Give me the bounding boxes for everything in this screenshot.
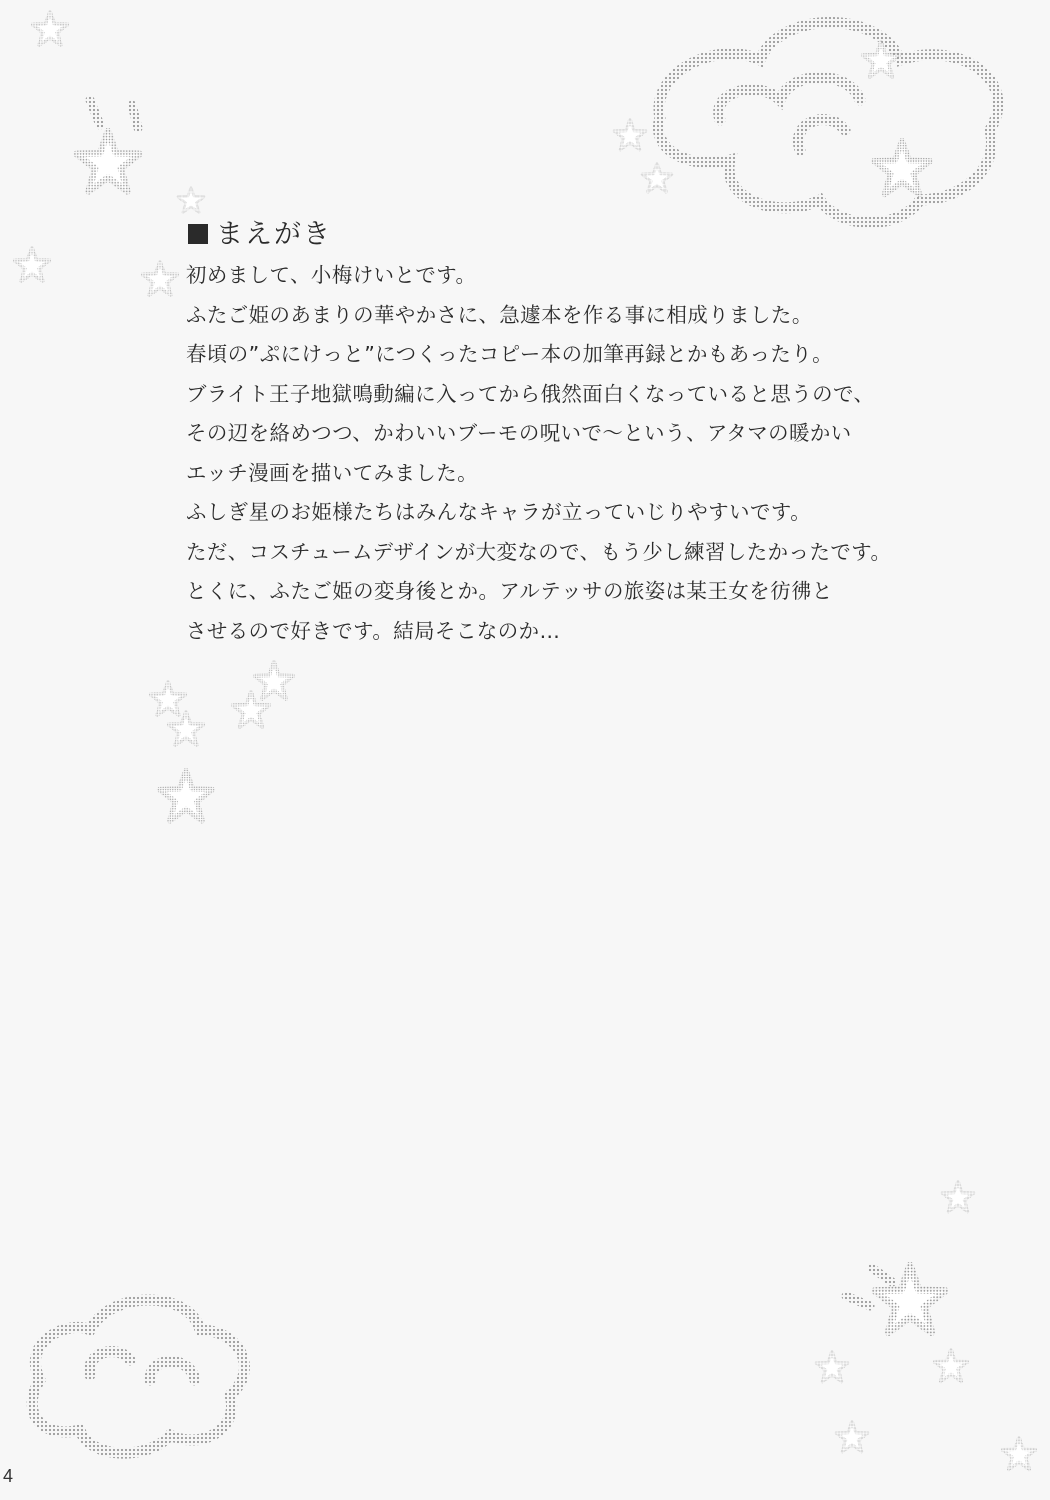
star-icon xyxy=(942,1181,974,1211)
star-icon xyxy=(150,682,185,716)
star-icon xyxy=(255,662,294,699)
paragraph-line: ブライト王子地獄鳴動編に入ってから俄然面白くなっていると思うので、 xyxy=(186,381,875,406)
paragraph-line: させるので好きです。結局そこなのか… xyxy=(186,618,561,643)
afterword-heading xyxy=(188,218,332,252)
star-icon xyxy=(142,262,177,296)
motion-line-icon xyxy=(90,100,138,128)
cloud-icon xyxy=(658,23,998,223)
afterword-body xyxy=(186,256,891,651)
paragraph-line: ふたご姫のあまりの華やかさに、急遽本を作る事に相成りました。 xyxy=(186,302,813,327)
star-icon xyxy=(32,12,67,46)
star-icon xyxy=(642,163,672,192)
paragraph-line: 初めまして、小梅けいとです。 xyxy=(186,263,477,287)
square-bullet-icon xyxy=(188,224,208,244)
star-icon xyxy=(168,712,203,746)
star-icon xyxy=(816,1351,848,1381)
heading-text: まえがき xyxy=(216,219,332,250)
motion-line-icon xyxy=(846,1268,892,1306)
star-icon xyxy=(1002,1438,1035,1470)
star-icon xyxy=(178,187,204,212)
star-icon xyxy=(76,131,139,191)
star-icon xyxy=(614,119,646,149)
paragraph-line: エッチ漫画を描いてみました。 xyxy=(186,460,479,485)
page-number: 4 xyxy=(3,1466,14,1486)
star-icon xyxy=(160,770,213,820)
paragraph-line: とくに、ふたご姫の変身後とか。アルテッサの旅姿は某王女を彷彿と xyxy=(186,579,833,603)
star-icon xyxy=(14,248,49,282)
cloud-icon xyxy=(32,1300,244,1453)
paragraph-line: ふしぎ星のお姫様たちはみんなキャラが立っていじりやすいです。 xyxy=(186,500,812,524)
paragraph-line: 春頃の”ぷにけっと”につくったコピー本の加筆再録とかもあったり。 xyxy=(186,342,834,366)
paragraph-line: ただ、コスチュームデザインが大変なので、もう少し練習したかったです。 xyxy=(186,539,892,564)
star-icon xyxy=(874,141,930,195)
star-icon xyxy=(934,1350,967,1382)
star-icon xyxy=(863,42,900,77)
star-icon xyxy=(875,1265,945,1332)
paragraph-line: その辺を絡めつつ、かわいいブーモの呪いで〜という、アタマの暖かい xyxy=(186,421,852,445)
star-icon xyxy=(836,1421,868,1451)
star-icon xyxy=(233,692,270,727)
